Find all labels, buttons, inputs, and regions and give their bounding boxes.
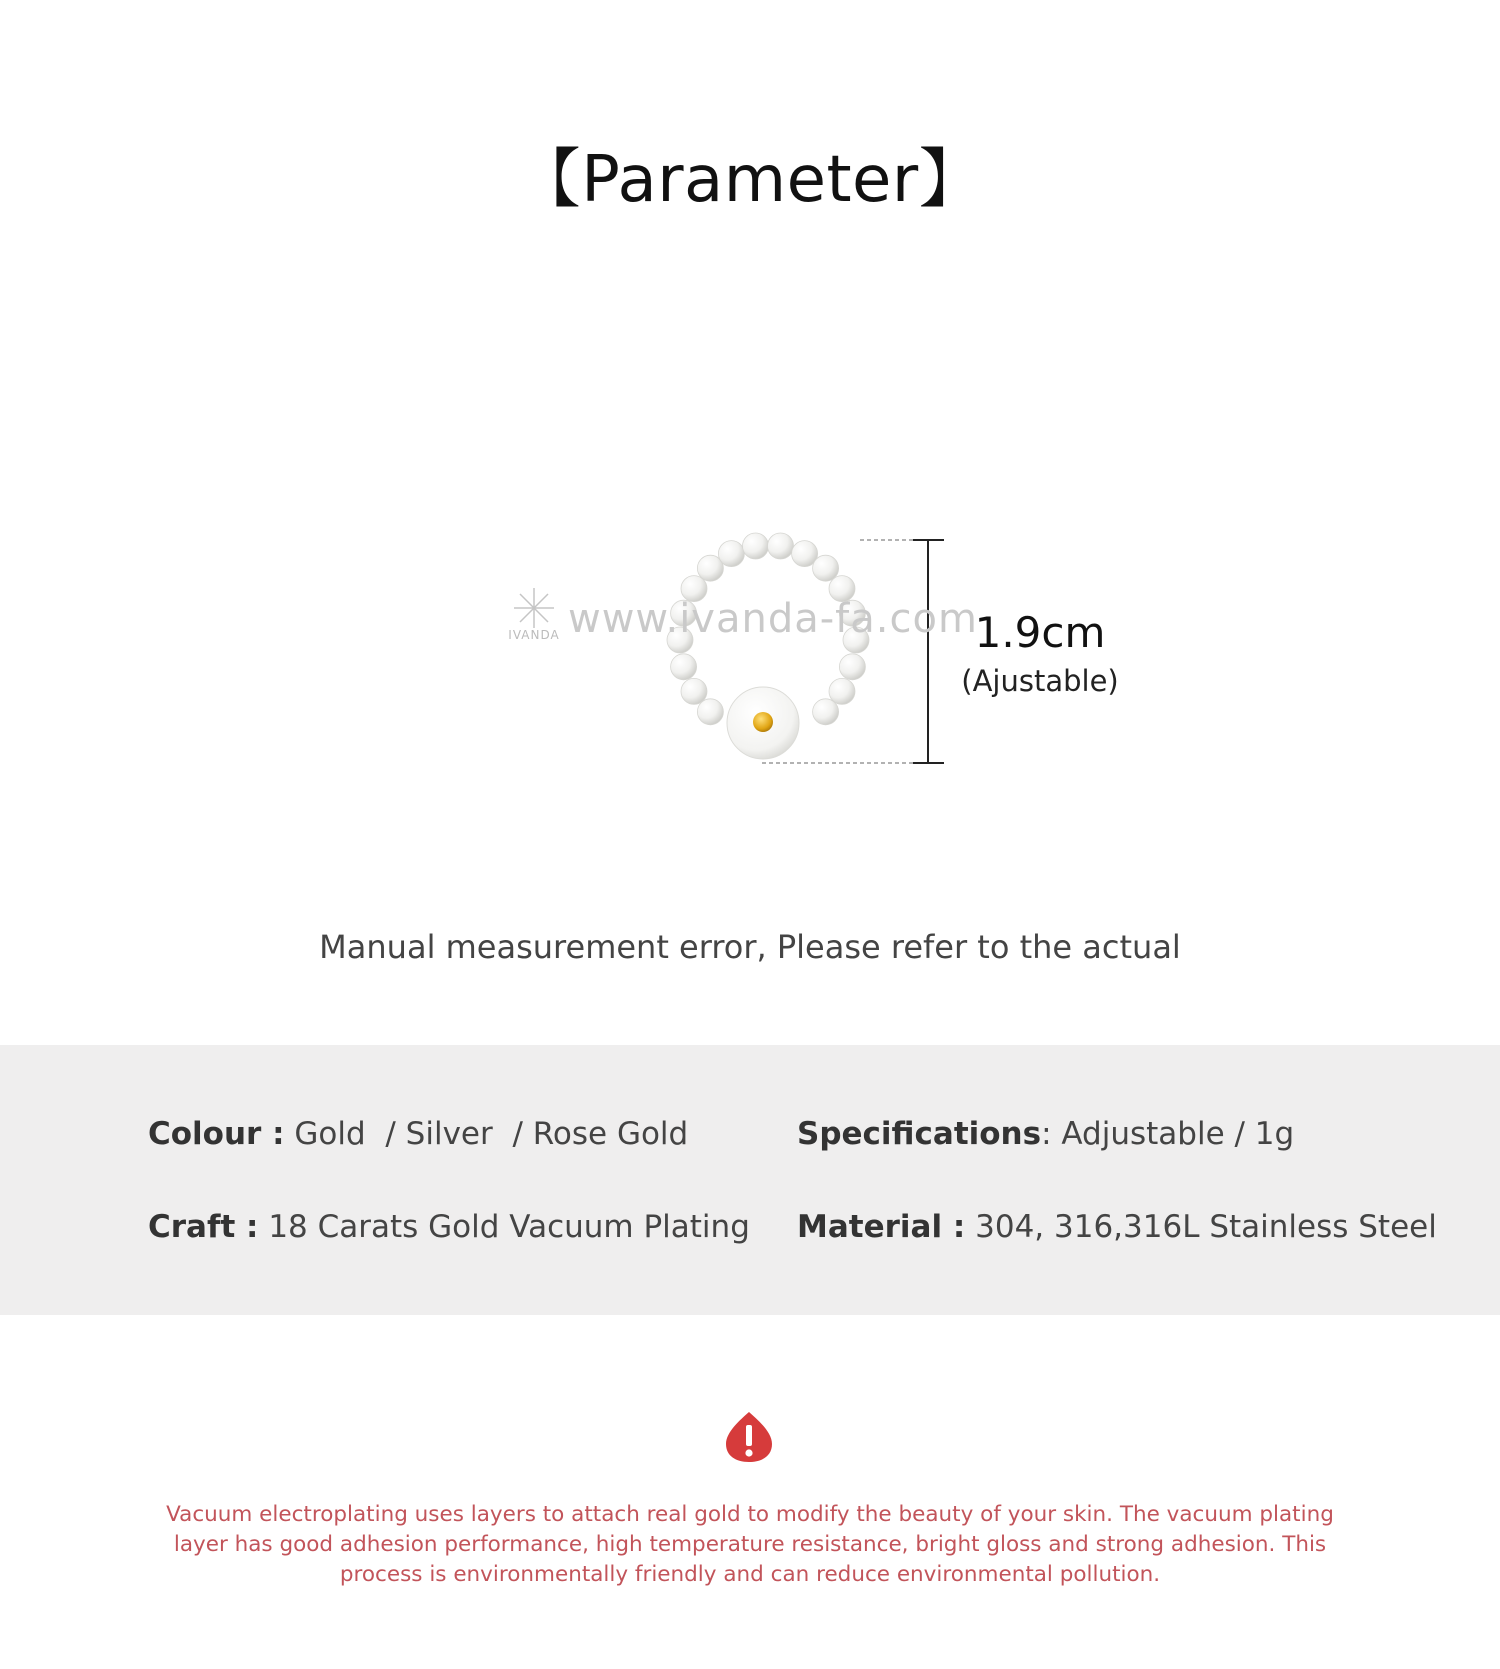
star-logo-icon <box>514 588 554 628</box>
page-title: 【Parameter】 <box>516 143 984 217</box>
spec-colour-value: Gold / Silver / Rose Gold <box>294 1116 689 1152</box>
spec-specifications-value: : Adjustable / 1g <box>1041 1116 1295 1152</box>
measurement-note: Manual measurement error, Please refer to the actual <box>319 928 1181 966</box>
pearl-bead <box>671 654 697 680</box>
pearl-bead <box>813 699 839 725</box>
watermark-site: www.ivanda-fa.com <box>568 596 978 642</box>
pearl-bead <box>813 555 839 581</box>
spec-craft-label: Craft : <box>148 1209 259 1245</box>
pearl-bead <box>768 533 794 559</box>
pearl-bead <box>718 541 744 567</box>
spec-material <box>797 1209 1437 1245</box>
spec-colour-label: Colour : <box>148 1116 285 1152</box>
pearl-bead <box>829 678 855 704</box>
spec-craft <box>148 1209 750 1245</box>
spec-panel <box>0 1045 1500 1315</box>
spec-colour <box>148 1116 688 1152</box>
spec-specifications <box>797 1116 1294 1152</box>
spec-material-label: Material : <box>797 1209 966 1245</box>
spec-material-value: 304, 316,316L Stainless Steel <box>975 1209 1437 1245</box>
dimension-value: 1.9cm <box>974 608 1106 657</box>
pearl-bead <box>839 654 865 680</box>
spec-craft-value: 18 Carats Gold Vacuum Plating <box>268 1209 750 1245</box>
pearl-bead <box>743 533 769 559</box>
warning-exclamation-icon <box>724 1410 774 1464</box>
watermark-logo-text: IVANDA <box>508 628 560 642</box>
dimension-note: (Ajustable) <box>961 664 1119 698</box>
spec-specifications-label: Specifications <box>797 1116 1042 1152</box>
pearl-bead <box>697 699 723 725</box>
plating-disclaimer: Vacuum electroplating uses layers to attach real gold to modify the beauty of your skin. The vacuum plating layer has good adhesion performance, high temperature resistance, bright gloss and strong adhesion. This process is environmentally friendly and can reduce environmental pollution. <box>166 1502 1334 1587</box>
gold-bead <box>753 712 773 732</box>
pearl-bead <box>681 678 707 704</box>
